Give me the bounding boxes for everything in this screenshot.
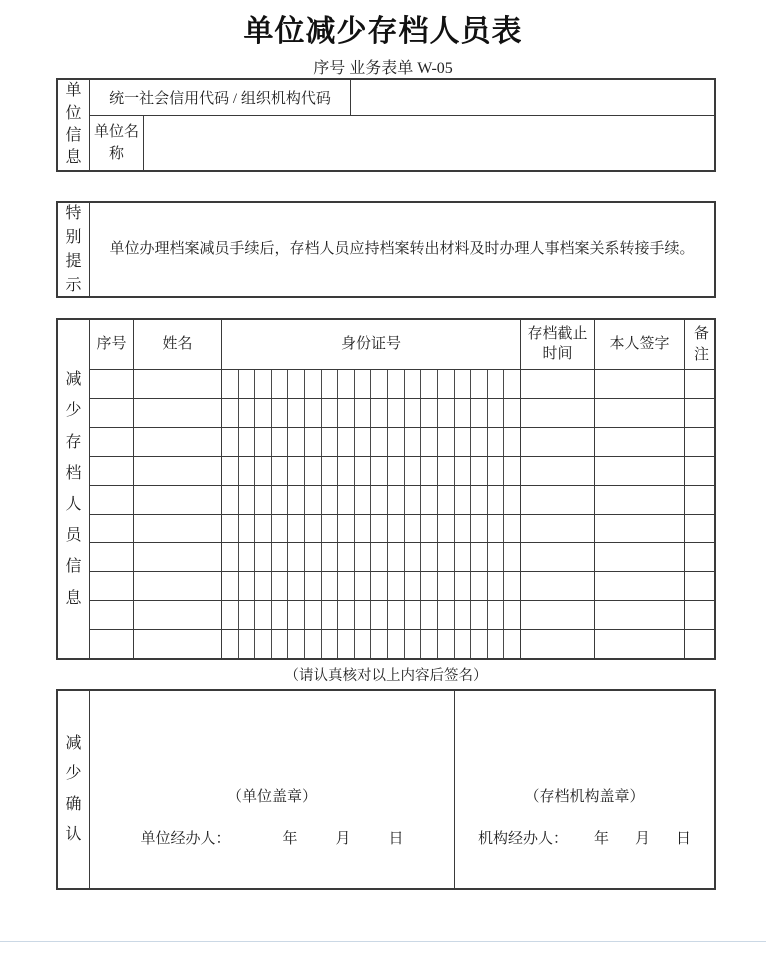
id-digit-cell [255,601,272,629]
table-row [90,515,714,544]
id-number-cell [222,457,521,485]
id-digit-cell [322,572,339,600]
id-digit-cell [338,572,355,600]
id-digit-cell [338,428,355,456]
id-digit-cell [322,370,339,398]
id-digit-cell [421,572,438,600]
id-digit-cell [455,457,472,485]
id-digit-cell [255,486,272,514]
seq-cell [90,515,134,543]
id-digit-cell [421,543,438,571]
id-digit-cell [255,515,272,543]
deadline-cell [521,601,595,629]
deadline-cell [521,399,595,427]
unit-seal-cell [90,691,455,888]
id-digit-cell [239,515,256,543]
name-cell [134,486,222,514]
notice-table [56,201,716,298]
id-digit-cell [371,543,388,571]
id-number-cell [222,486,521,514]
id-digit-cell [222,428,239,456]
org-seal-cell [455,691,714,888]
id-digit-cell [239,428,256,456]
id-digit-cell [305,428,322,456]
id-digit-cell [388,457,405,485]
id-digit-cell [322,601,339,629]
table-row [90,601,714,630]
id-digit-cell [388,543,405,571]
id-digit-cell [288,543,305,571]
id-digit-cell [222,399,239,427]
seq-cell [90,370,134,398]
id-digit-cell [438,399,455,427]
id-digit-cell [239,457,256,485]
id-digit-cell [355,630,372,658]
id-digit-cell [371,486,388,514]
id-digit-cell [371,428,388,456]
col-header-signature: 本人签字 [595,320,685,369]
id-number-cell [222,399,521,427]
id-number-cell [222,515,521,543]
id-digit-cell [504,428,520,456]
name-cell [134,601,222,629]
id-digit-cell [371,370,388,398]
date-unit-day: 日 [676,831,692,847]
id-digit-cell [488,486,505,514]
name-cell [134,630,222,658]
id-digit-cell [488,370,505,398]
id-digit-cell [355,572,372,600]
seq-cell [90,630,134,658]
signature-cell [595,370,685,398]
id-digit-cell [255,572,272,600]
id-digit-cell [222,572,239,600]
unit-operator-label: 单位经办人： [140,831,231,847]
id-digit-cell [355,457,372,485]
id-digit-cell [239,486,256,514]
id-digit-cell [355,515,372,543]
id-digit-cell [288,515,305,543]
id-digit-cell [288,399,305,427]
seq-cell [90,399,134,427]
id-digit-cell [322,515,339,543]
id-digit-cell [338,370,355,398]
id-digit-cell [305,630,322,658]
people-table-header [90,320,714,370]
id-digit-cell [438,428,455,456]
id-digit-cell [272,370,289,398]
id-digit-cell [305,486,322,514]
id-digit-cell [455,486,472,514]
id-digit-cell [322,457,339,485]
deadline-cell [521,515,595,543]
id-number-cell [222,601,521,629]
id-digit-cell [239,572,256,600]
unit-info-table [56,78,716,172]
id-digit-cell [504,572,520,600]
date-unit-day: 日 [388,831,404,847]
id-digit-cell [438,630,455,658]
id-digit-cell [488,630,505,658]
id-number-cell [222,428,521,456]
date-unit-year: 年 [593,831,609,847]
id-digit-cell [471,515,488,543]
id-digit-cell [504,399,520,427]
table-row [90,630,714,658]
id-digit-cell [471,543,488,571]
id-digit-cell [455,543,472,571]
id-digit-cell [405,399,422,427]
id-digit-cell [222,543,239,571]
id-digit-cell [488,572,505,600]
id-digit-cell [371,601,388,629]
id-digit-cell [471,399,488,427]
id-digit-cell [455,601,472,629]
id-digit-cell [405,428,422,456]
id-digit-cell [322,630,339,658]
id-digit-cell [272,630,289,658]
name-cell [134,543,222,571]
id-digit-cell [255,630,272,658]
id-digit-cell [222,601,239,629]
seq-cell [90,543,134,571]
org-operator-label: 机构经办人： [477,831,568,847]
remark-cell [685,543,718,571]
id-digit-cell [388,601,405,629]
deadline-cell [521,486,595,514]
id-digit-cell [421,428,438,456]
signature-cell [595,515,685,543]
id-digit-cell [272,399,289,427]
id-digit-cell [471,486,488,514]
id-digit-cell [438,601,455,629]
id-digit-cell [421,601,438,629]
section-label-unit-info [58,80,90,170]
verify-caption: （请认真核对以上内容后签名） [284,668,488,684]
unit-name-label: 单位名称 [90,116,144,170]
id-digit-cell [488,601,505,629]
id-digit-cell [388,428,405,456]
id-digit-cell [371,572,388,600]
id-digit-cell [371,515,388,543]
id-digit-cell [338,543,355,571]
credit-code-label: 统一社会信用代码 / 组织机构代码 [90,80,351,115]
id-digit-cell [488,428,505,456]
id-digit-cell [471,457,488,485]
col-header-id-number: 身份证号 [222,320,521,369]
id-number-cell [222,572,521,600]
section-label-confirm [58,691,90,888]
signature-cell [595,486,685,514]
id-digit-cell [338,486,355,514]
id-digit-cell [355,486,372,514]
id-digit-cell [222,486,239,514]
id-digit-cell [322,428,339,456]
id-number-cell [222,543,521,571]
col-header-deadline: 存档截止时间 [521,320,595,369]
id-digit-cell [338,601,355,629]
id-digit-cell [288,630,305,658]
id-digit-cell [438,457,455,485]
id-digit-cell [355,428,372,456]
confirm-table [56,689,716,890]
signature-cell [595,399,685,427]
id-digit-cell [421,370,438,398]
id-digit-cell [488,543,505,571]
id-digit-cell [371,457,388,485]
id-digit-cell [455,370,472,398]
unit-seal-label: （单位盖章） [226,789,317,805]
id-digit-cell [338,515,355,543]
id-digit-cell [488,399,505,427]
id-digit-cell [255,543,272,571]
id-digit-cell [355,601,372,629]
credit-code-value-cell [351,80,714,115]
id-number-cell [222,630,521,658]
name-cell [134,457,222,485]
seq-cell [90,601,134,629]
id-digit-cell [438,370,455,398]
id-digit-cell [455,515,472,543]
col-header-name: 姓名 [134,320,222,369]
date-unit-month: 月 [335,831,351,847]
id-digit-cell [388,630,405,658]
id-digit-cell [272,486,289,514]
id-digit-cell [504,486,520,514]
table-row [90,370,714,399]
id-digit-cell [471,601,488,629]
id-digit-cell [388,370,405,398]
id-digit-cell [421,630,438,658]
table-row [90,457,714,486]
name-cell [134,572,222,600]
table-row [90,572,714,601]
remark-cell [685,572,718,600]
deadline-cell [521,572,595,600]
id-digit-cell [239,399,256,427]
deadline-cell [521,457,595,485]
date-unit-month: 月 [635,831,651,847]
id-digit-cell [421,457,438,485]
id-digit-cell [504,370,520,398]
seq-cell [90,572,134,600]
id-digit-cell [305,601,322,629]
remark-cell [685,457,718,485]
signature-cell [595,428,685,456]
remark-cell [685,486,718,514]
id-digit-cell [504,457,520,485]
id-digit-cell [405,515,422,543]
id-digit-cell [488,457,505,485]
deadline-cell [521,428,595,456]
id-digit-cell [322,486,339,514]
col-header-remark: 备注 [693,326,709,363]
id-digit-cell [222,630,239,658]
id-digit-cell [438,515,455,543]
section-label-text: 减少存档人员信息 [65,371,82,607]
table-row [90,543,714,572]
table-row [90,428,714,457]
table-row [90,486,714,515]
id-digit-cell [239,630,256,658]
id-digit-cell [438,543,455,571]
people-rows [90,370,714,658]
id-digit-cell [305,515,322,543]
id-digit-cell [405,370,422,398]
id-digit-cell [421,515,438,543]
id-digit-cell [239,370,256,398]
id-digit-cell [455,572,472,600]
form-subtitle: 序号 业务表单 W-05 [313,60,453,77]
org-operator-line [478,829,691,849]
id-digit-cell [272,457,289,485]
section-label-text: 单位信息 [65,82,82,167]
id-digit-cell [438,572,455,600]
id-digit-cell [239,601,256,629]
id-digit-cell [288,457,305,485]
name-cell [134,399,222,427]
id-digit-cell [388,572,405,600]
notice-text: 单位办理档案减员手续后，存档人员应持档案转出材料及时办理人事档案关系转接手续。 [109,241,695,258]
id-number-cell [222,370,521,398]
id-digit-cell [255,457,272,485]
id-digit-cell [239,543,256,571]
signature-cell [595,572,685,600]
unit-operator-line [140,829,403,849]
remark-cell [685,630,718,658]
id-digit-cell [405,572,422,600]
id-digit-cell [288,428,305,456]
id-digit-cell [504,543,520,571]
id-digit-cell [288,370,305,398]
form-title: 单位减少存档人员表 [243,15,523,48]
remark-cell [685,515,718,543]
id-digit-cell [405,601,422,629]
id-digit-cell [471,572,488,600]
id-digit-cell [504,515,520,543]
id-digit-cell [355,399,372,427]
id-digit-cell [455,428,472,456]
table-row [90,399,714,428]
id-digit-cell [322,399,339,427]
id-digit-cell [405,486,422,514]
id-digit-cell [288,572,305,600]
id-digit-cell [322,543,339,571]
org-seal-label: （存档机构盖章） [524,789,645,805]
id-digit-cell [504,601,520,629]
date-unit-year: 年 [282,831,298,847]
id-digit-cell [338,630,355,658]
signature-cell [595,601,685,629]
id-digit-cell [471,428,488,456]
id-digit-cell [471,630,488,658]
section-label-notice [58,203,90,296]
id-digit-cell [504,630,520,658]
id-digit-cell [222,370,239,398]
id-digit-cell [272,543,289,571]
name-cell [134,428,222,456]
id-digit-cell [421,486,438,514]
id-digit-cell [405,630,422,658]
id-digit-cell [255,399,272,427]
id-digit-cell [305,457,322,485]
id-digit-cell [338,399,355,427]
id-digit-cell [455,630,472,658]
remark-cell [685,601,718,629]
id-digit-cell [421,399,438,427]
id-digit-cell [371,399,388,427]
id-digit-cell [488,515,505,543]
id-digit-cell [305,399,322,427]
id-digit-cell [288,486,305,514]
signature-cell [595,630,685,658]
scan-artifact-line [0,941,766,942]
seq-cell [90,428,134,456]
id-digit-cell [222,515,239,543]
section-label-text: 特别提示 [65,204,82,294]
id-digit-cell [255,428,272,456]
id-digit-cell [471,370,488,398]
id-digit-cell [388,515,405,543]
deadline-cell [521,543,595,571]
signature-cell [595,543,685,571]
unit-name-value-cell [144,116,714,170]
col-header-seq: 序号 [90,320,134,369]
section-label-people [58,320,90,658]
id-digit-cell [438,486,455,514]
name-cell [134,515,222,543]
id-digit-cell [222,457,239,485]
id-digit-cell [355,543,372,571]
seq-cell [90,486,134,514]
id-digit-cell [255,370,272,398]
remark-cell [685,370,718,398]
id-digit-cell [305,572,322,600]
seq-cell [90,457,134,485]
id-digit-cell [305,370,322,398]
id-digit-cell [338,457,355,485]
id-digit-cell [288,601,305,629]
id-digit-cell [388,399,405,427]
id-digit-cell [355,370,372,398]
people-table [56,318,716,660]
id-digit-cell [371,630,388,658]
id-digit-cell [405,457,422,485]
id-digit-cell [272,515,289,543]
section-label-text: 减少确认 [65,734,82,843]
remark-cell [685,428,718,456]
id-digit-cell [272,428,289,456]
id-digit-cell [272,572,289,600]
id-digit-cell [388,486,405,514]
signature-cell [595,457,685,485]
id-digit-cell [272,601,289,629]
deadline-cell [521,630,595,658]
deadline-cell [521,370,595,398]
id-digit-cell [305,543,322,571]
name-cell [134,370,222,398]
id-digit-cell [405,543,422,571]
id-digit-cell [455,399,472,427]
remark-cell [685,399,718,427]
